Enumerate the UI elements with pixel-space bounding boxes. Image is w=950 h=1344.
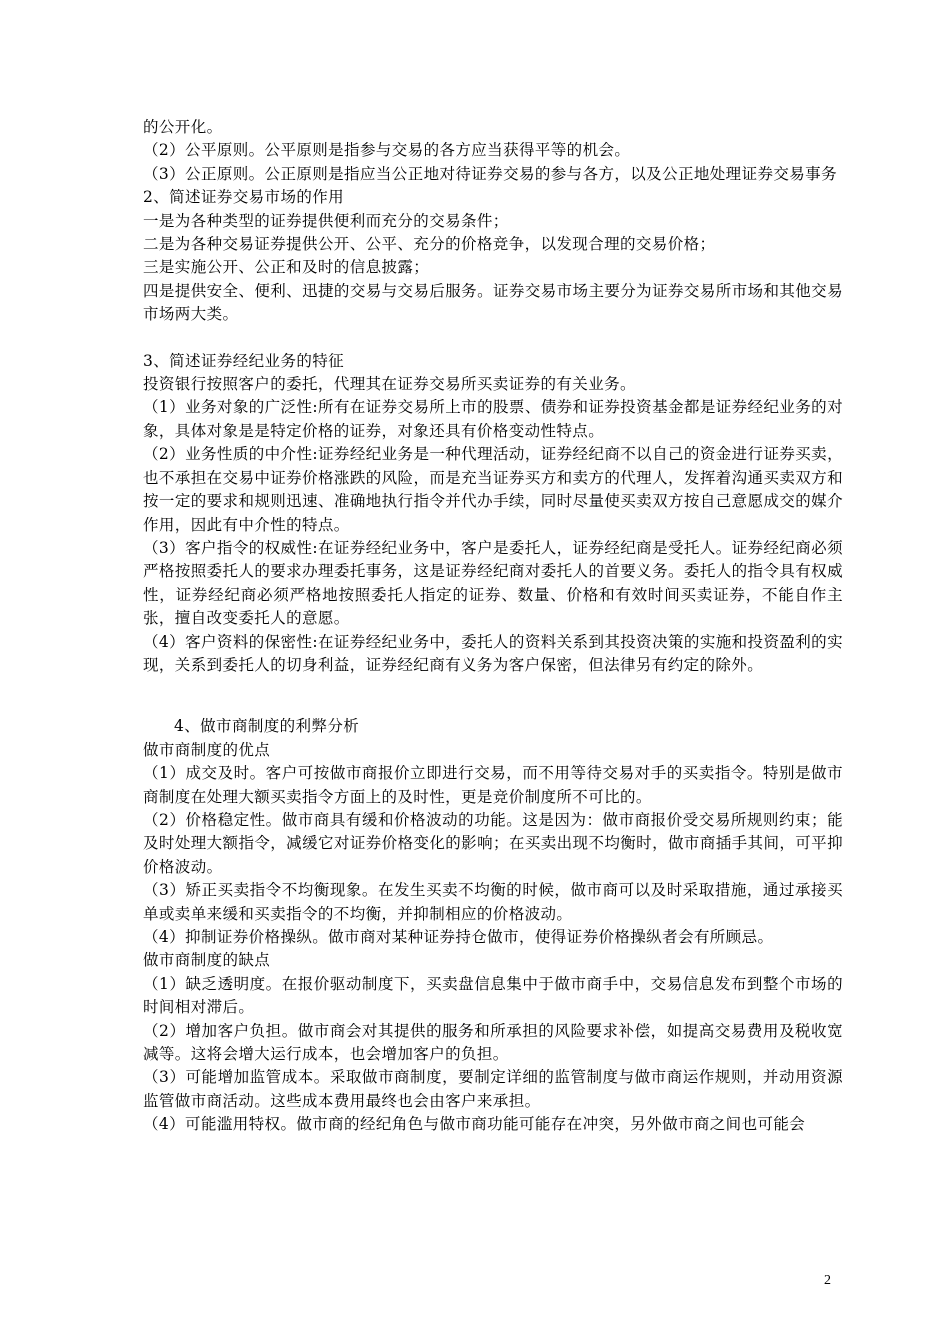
paragraph: 投资银行按照客户的委托，代理其在证券交易所买卖证券的有关业务。	[143, 375, 636, 394]
paragraph: （3）可能增加监管成本。采取做市商制度，要制定详细的监管制度与做市商运作规则，并动用资源监管做市商活动。这些成本费用最终也会由客户来承担。	[143, 1068, 843, 1110]
paragraph: （2）价格稳定性。做市商具有缓和价格波动的功能。这是因为：做市商报价受交易所规则约束；能及时处理大额指令，减缓它对证券价格变化的影响；在买卖出现不均衡时，做市商插手其间，可平抑价格波动。	[143, 810, 843, 876]
section-heading: 2、简述证券交易市场的作用	[143, 188, 345, 207]
paragraph: 三是实施公开、公正和及时的信息披露；	[143, 258, 430, 277]
paragraph: （4）抑制证券价格操纵。做市商对某种证券持仓做市，使得证券价格操纵者会有所顾忌。	[143, 928, 774, 946]
subheading: 做市商制度的优点	[143, 740, 271, 759]
paragraph: （3）客户指令的权威性:在证券经纪业务中，客户是委托人，证券经纪商是受托人。证券经纪商必须严格按照委托人的要求办理委托事务，这是证券经纪商对委托人的首要义务。委托人的指令具有权威性，证券经纪商必须严格地按照委托人指定的证券、数量、价格和有效时间买卖证券，不能自作主张，擅自改变委托人的意愿。	[143, 538, 843, 628]
paragraph: （1）缺乏透明度。在报价驱动制度下，买卖盘信息集中于做市商手中，交易信息发布到整个市场的时间相对滞后。	[143, 974, 843, 1017]
paragraph: 的公开化。	[143, 118, 223, 136]
document-body	[143, 116, 843, 1137]
paragraph: （1）成交及时。客户可按做市商报价立即进行交易，而不用等待交易对手的买卖指令。特别是做市商制度在处理大额买卖指令方面上的及时性，更是竞价制度所不可比的。	[143, 764, 843, 806]
paragraph: （2）增加客户负担。做市商会对其提供的服务和所承担的风险要求补偿，如提高交易费用及税收宽减等。这将会增大运行成本，也会增加客户的负担。	[143, 1021, 843, 1064]
blank-line	[143, 327, 843, 350]
section-heading: 3、简述证券经纪业务的特征	[143, 351, 345, 370]
paragraph: 二是为各种交易证券提供公开、公平、充分的价格竞争，以发现合理的交易价格；	[143, 235, 716, 254]
paragraph: （3）公正原则。公正原则是指应当公正地对待证券交易的参与各方，以及公正地处理证券交易事务	[143, 164, 837, 183]
paragraph: （3）矫正买卖指令不均衡现象。在发生买卖不均衡的时候，做市商可以及时采取措施，通过承接买单或卖单来缓和买卖指令的不均衡，并抑制相应的价格波动。	[143, 881, 843, 923]
paragraph: 一是为各种类型的证券提供便利而充分的交易条件；	[143, 211, 509, 230]
paragraph: （2）业务性质的中介性:证券经纪业务是一种代理活动，证券经纪商不以自己的资金进行证券买卖，也不承担在交易中证券价格涨跌的风险，而是充当证券买方和卖方的代理人，发挥着沟通买卖双方和按一定的要求和规则迅速、准确地执行指令并代办手续，同时尽量使买卖双方按自己意愿成交的媒介作用，因此有中介性的特点。	[143, 445, 843, 534]
blank-line	[143, 677, 843, 715]
paragraph: （2）公平原则。公平原则是指参与交易的各方应当获得平等的机会。	[143, 141, 631, 160]
page-number: 2	[824, 1273, 831, 1288]
paragraph: （1）业务对象的广泛性:所有在证券交易所上市的股票、债券和证券投资基金都是证券经纪业务的对象，具体对象是是特定价格的证券，对象还具有价格变动性特点。	[143, 398, 843, 440]
section-heading: 4、做市商制度的利弊分析	[174, 717, 360, 736]
paragraph: 四是提供安全、便利、迅捷的交易与交易后服务。证券交易市场主要分为证券交易所市场和其他交易市场两大类。	[143, 281, 843, 324]
paragraph: （4）可能滥用特权。做市商的经纪角色与做市商功能可能存在冲突，另外做市商之间也可能会	[143, 1115, 806, 1134]
subheading: 做市商制度的缺点	[143, 951, 271, 970]
paragraph: （4）客户资料的保密性:在证券经纪业务中，委托人的资料关系到其投资决策的实施和投资盈利的实现，关系到委托人的切身利益，证券经纪商有义务为客户保密，但法律另有约定的除外。	[143, 632, 843, 674]
